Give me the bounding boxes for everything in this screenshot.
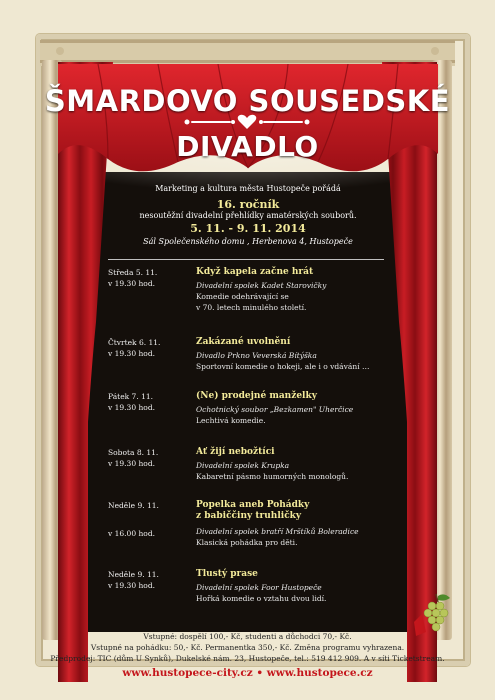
entry-time: v 19.30 hod. bbox=[108, 459, 156, 468]
entry-title: Zakázané uvolnění bbox=[196, 337, 291, 347]
entry-day: Čtvrtek 6. 11. bbox=[108, 338, 161, 347]
entry-time: v 19.30 hod. bbox=[108, 581, 156, 590]
entry-desc: Lechtivá komedie. bbox=[196, 416, 266, 425]
entry-troupe: Divadelní spolek Kadet Starovičky bbox=[196, 281, 327, 290]
festival-dates: 5. 11. - 9. 11. 2014 bbox=[190, 222, 306, 235]
poster-title-line1: ŠMARDOVO SOUSEDSKÉ bbox=[44, 84, 451, 118]
ornament-heart-icon bbox=[183, 114, 311, 130]
entry-troupe: Divadelní spolek Krupka bbox=[196, 461, 290, 470]
entry-desc: v 70. letech minulého století. bbox=[196, 303, 307, 312]
footer-prices: Vstupné: dospělí 100,- Kč, studenti a důchodci 70,- Kč. bbox=[143, 632, 352, 641]
entry-day: Neděle 9. 11. bbox=[108, 570, 159, 579]
entry-title: z babiččiny truhličky bbox=[196, 511, 302, 521]
entry-desc: Klasická pohádka pro děti. bbox=[196, 538, 298, 547]
entry-desc: Hořká komedie o vztahu dvou lidí. bbox=[196, 594, 327, 603]
entry-troupe: Divadelní spolek bratří Mrštíků Boleradice bbox=[196, 527, 359, 536]
festival-subtitle: nesoutěžní divadelní přehlídky amatérských souborů. bbox=[139, 211, 357, 220]
entry-desc: Sportovní komedie o hokeji, ale i o vdávání … bbox=[196, 362, 370, 371]
entry-day: Pátek 7. 11. bbox=[108, 392, 154, 401]
entry-time: v 19.30 hod. bbox=[108, 349, 156, 358]
venue-text: Sál Společenského domu , Herbenova 4, Hustopeče bbox=[143, 237, 353, 246]
footer-web-links[interactable]: www.hustopece-city.cz • www.hustopece.cz bbox=[122, 667, 373, 679]
entry-time: v 19.30 hod. bbox=[108, 279, 156, 288]
frame-pediment bbox=[40, 20, 455, 66]
divider bbox=[108, 259, 384, 260]
footer-children-prices: Vstupné na pohádku: 50,- Kč. Permanentka 350,- Kč. Změna programu vyhrazena. bbox=[90, 643, 405, 652]
entry-title: Popelka aneb Pohádky bbox=[196, 500, 310, 510]
entry-title: (Ne) prodejné manželky bbox=[196, 391, 317, 401]
entry-day: Středa 5. 11. bbox=[108, 268, 158, 277]
entry-troupe: Divadelní spolek Foor Hustopeče bbox=[196, 583, 322, 592]
entry-day: Neděle 9. 11. bbox=[108, 501, 159, 510]
entry-time: v 16.00 hod. bbox=[108, 529, 156, 538]
entry-day: Sobota 8. 11. bbox=[108, 448, 159, 457]
organizer-text: Marketing a kultura města Hustopeče pořádá bbox=[155, 184, 341, 193]
entry-title: Když kapela začne hrát bbox=[196, 267, 314, 277]
edition-text: 16. ročník bbox=[216, 198, 280, 211]
entry-desc: Kabaretní pásmo humorných monologů. bbox=[196, 472, 349, 481]
poster-title-line2: DIVADLO bbox=[176, 130, 319, 163]
entry-title: Ať žijí nebožtíci bbox=[196, 447, 275, 457]
entry-title: Tlustý prase bbox=[196, 569, 258, 579]
entry-time: v 19.30 hod. bbox=[108, 403, 156, 412]
entry-troupe: Divadlo Prkno Veverská Bítýška bbox=[196, 351, 317, 360]
footer-presale: Předprodej: TIC (dům U Synků), Dukelské nám. 23, Hustopeče, tel.: 519 412 909. A v síti Ticketstream. bbox=[50, 654, 445, 663]
entry-troupe: Ochotnický soubor „Bezkamen" Uherčice bbox=[196, 405, 354, 414]
entry-desc: Komedie odehrávající se bbox=[196, 292, 289, 301]
